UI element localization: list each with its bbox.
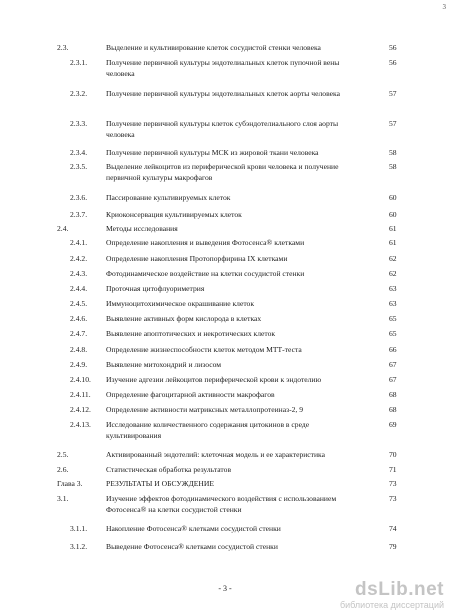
toc-entry-title: РЕЗУЛЬТАТЫ И ОБСУЖДЕНИЕ bbox=[106, 479, 215, 488]
toc-entry-page: 73 bbox=[389, 479, 397, 488]
toc-entry bbox=[0, 404, 450, 418]
toc-entry-title: Получение первичной культуры клеток субэндотелиального слоя аорты человека bbox=[106, 119, 339, 139]
toc-entry bbox=[0, 313, 450, 327]
toc-entry-number: 2.3.1. bbox=[70, 58, 88, 67]
toc-entry-page: 63 bbox=[389, 284, 397, 293]
toc-entry-page: 61 bbox=[389, 224, 397, 233]
page-number-footer: - 3 - bbox=[218, 584, 232, 593]
toc-entry-page: 62 bbox=[389, 269, 397, 278]
toc-entry-title: Выделение лейкоцитов из периферической крови человека и получение первичной культуры макрофагов bbox=[106, 162, 339, 182]
toc-entry-title: Изучение адгезии лейкоцитов периферической крови к эндотелию bbox=[106, 375, 322, 384]
toc-entry-page: 79 bbox=[389, 542, 397, 551]
toc-entry-title: Накопление Фотосенса® клетками сосудистой стенки bbox=[106, 524, 281, 533]
toc-entry bbox=[0, 283, 450, 297]
toc-entry-number: 2.3.7. bbox=[70, 210, 88, 219]
toc-entry-title: Определение накопления и выведения Фотосенса® клетками bbox=[106, 238, 305, 247]
toc-entry bbox=[0, 161, 450, 182]
toc-entry-title: Определение накопления Протопорфирина IX клетками bbox=[106, 254, 288, 263]
toc-entry-number: 2.3.6. bbox=[70, 193, 88, 202]
toc-entry bbox=[0, 253, 450, 267]
toc-entry bbox=[0, 209, 450, 223]
toc-entry-title: Методы исследования bbox=[106, 224, 178, 233]
toc-entry-number: 2.4.11. bbox=[70, 390, 91, 399]
toc-entry-page: 62 bbox=[389, 254, 397, 263]
toc-entry-title: Статистическая обработка результатов bbox=[106, 465, 232, 474]
toc-entry-page: 58 bbox=[389, 148, 397, 157]
toc-entry bbox=[0, 298, 450, 312]
toc-entry-number: 2.4.5. bbox=[70, 299, 88, 308]
toc-entry bbox=[0, 374, 450, 388]
toc-entry-title: Иммуноцитохимическое окрашивание клеток bbox=[106, 299, 255, 308]
toc-entry-number: 3.1.2. bbox=[70, 542, 88, 551]
toc-entry-number: 2.4.9. bbox=[70, 360, 88, 369]
toc-entry-number: 2.3.4. bbox=[70, 148, 88, 157]
toc-entry bbox=[0, 523, 450, 537]
watermark-subtitle: библиотека диссертаций bbox=[339, 600, 444, 610]
toc-entry-page: 73 bbox=[389, 494, 397, 503]
toc-entry-title: Проточная цитофлуориметрия bbox=[106, 284, 205, 293]
toc-entry-title: Получение первичной культуры МСК из жировой ткани человека bbox=[106, 148, 319, 157]
toc-entry bbox=[0, 118, 450, 139]
toc-entry-title: Криоконсервация культивируемых клеток bbox=[106, 210, 242, 219]
toc-entry-title: Получение первичной культуры эндотелиальных клеток пупочной вены человека bbox=[106, 58, 340, 78]
toc-entry-page: 56 bbox=[389, 58, 397, 67]
toc-entry-number: 2.3. bbox=[57, 43, 69, 52]
toc-entry bbox=[0, 57, 450, 78]
toc-entry bbox=[0, 419, 450, 440]
toc-entry-page: 58 bbox=[389, 162, 397, 171]
toc-entry-number: 2.4.3. bbox=[70, 269, 88, 278]
watermark-logo: dsLib.net bbox=[355, 579, 444, 600]
toc-entry-number: 2.3.3. bbox=[70, 119, 88, 128]
toc-entry-page: 65 bbox=[389, 314, 397, 323]
toc-entry-page: 67 bbox=[389, 375, 397, 384]
toc-entry bbox=[0, 389, 450, 403]
toc-entry-page: 56 bbox=[389, 43, 397, 52]
toc-entry-page: 60 bbox=[389, 193, 397, 202]
toc-entry bbox=[0, 493, 450, 514]
toc-entry-page: 61 bbox=[389, 238, 397, 247]
toc-entry-title: Выявление активных форм кислорода в клетках bbox=[106, 314, 262, 323]
toc-entry bbox=[0, 88, 450, 102]
toc-entry-title: Выделение и культивирование клеток сосудистой стенки человека bbox=[106, 43, 321, 52]
toc-entry bbox=[0, 223, 450, 237]
watermark bbox=[340, 580, 444, 611]
toc-entry-page: 70 bbox=[389, 450, 397, 459]
toc-entry-number: 2.4.7. bbox=[70, 329, 88, 338]
toc-entry bbox=[0, 344, 450, 358]
toc-entry-page: 66 bbox=[389, 345, 397, 354]
toc-entry-number: 2.4.8. bbox=[70, 345, 88, 354]
toc-entry-title: Выявление апоптотических и некротических клеток bbox=[106, 329, 276, 338]
toc-entry-title: Исследование количественного содержания цитокинов в среде культивирования bbox=[106, 420, 310, 440]
toc-entry bbox=[0, 464, 450, 478]
toc-entry-number: 3.1.1. bbox=[70, 524, 88, 533]
toc-entry-number: 2.4.10. bbox=[70, 375, 91, 384]
toc-entry-page: 57 bbox=[389, 119, 397, 128]
toc-entry-title: Изучение эффектов фотодинамического воздействия с использованием Фотосенса® на клетки сосудистой стенки bbox=[106, 494, 337, 514]
toc-entry-page: 68 bbox=[389, 405, 397, 414]
toc-entry bbox=[0, 478, 450, 492]
toc-entry-title: Выявление митохондрий и лизосом bbox=[106, 360, 222, 369]
toc-entry-number: 2.4.2. bbox=[70, 254, 88, 263]
toc-entry-page: 65 bbox=[389, 329, 397, 338]
toc-entry-number: 2.4.1. bbox=[70, 238, 88, 247]
toc-entry-title: Определение фагоцитарной активности макрофагов bbox=[106, 390, 275, 399]
toc-entry-title: Определение жизнеспособности клеток методом МТТ-теста bbox=[106, 345, 302, 354]
toc-entry-title: Активированный эндотелий: клеточная модель и ее характеристика bbox=[106, 450, 325, 459]
toc-entry bbox=[0, 192, 450, 206]
toc-entry bbox=[0, 268, 450, 282]
toc-entry bbox=[0, 359, 450, 373]
toc-entry bbox=[0, 147, 450, 161]
toc-entry-number: 3.1. bbox=[57, 494, 69, 503]
toc-entry-number: 2.5. bbox=[57, 450, 69, 459]
toc-entry-title: Выведение Фотосенса® клетками сосудистой стенки bbox=[106, 542, 278, 551]
toc-entry-page: 71 bbox=[389, 465, 397, 474]
page-mark: 3 bbox=[442, 3, 446, 11]
toc-entry-page: 69 bbox=[389, 420, 397, 429]
toc-entry bbox=[0, 237, 450, 251]
toc-entry-number: 2.6. bbox=[57, 465, 69, 474]
toc-entry-number: 2.3.5. bbox=[70, 162, 88, 171]
toc-entry bbox=[0, 42, 450, 56]
toc-entry-title: Фотодинамическое воздействие на клетки сосудистой стенки bbox=[106, 269, 305, 278]
toc-entry-page: 74 bbox=[389, 524, 397, 533]
toc-entry-number: 2.4.12. bbox=[70, 405, 91, 414]
toc-entry-page: 60 bbox=[389, 210, 397, 219]
toc-entry-page: 63 bbox=[389, 299, 397, 308]
toc-entry-number: 2.4.6. bbox=[70, 314, 88, 323]
toc-entry-page: 68 bbox=[389, 390, 397, 399]
toc-entry-title: Пассирование культивируемых клеток bbox=[106, 193, 231, 202]
toc-entry-title: Определение активности матриксных металлопротеиназ-2, 9 bbox=[106, 405, 304, 414]
toc-entry-title: Получение первичной культуры эндотелиальных клеток аорты человека bbox=[106, 89, 340, 98]
toc-entry-number: 2.3.2. bbox=[70, 89, 88, 98]
toc-entry bbox=[0, 449, 450, 463]
toc-entry bbox=[0, 328, 450, 342]
toc-entry-page: 57 bbox=[389, 89, 397, 98]
toc-entry-number: 2.4. bbox=[57, 224, 69, 233]
toc-entry-number: Глава 3. bbox=[57, 479, 83, 488]
toc-entry bbox=[0, 541, 450, 555]
toc-entry-number: 2.4.13. bbox=[70, 420, 91, 429]
toc-entry-number: 2.4.4. bbox=[70, 284, 88, 293]
toc-entry-page: 67 bbox=[389, 360, 397, 369]
